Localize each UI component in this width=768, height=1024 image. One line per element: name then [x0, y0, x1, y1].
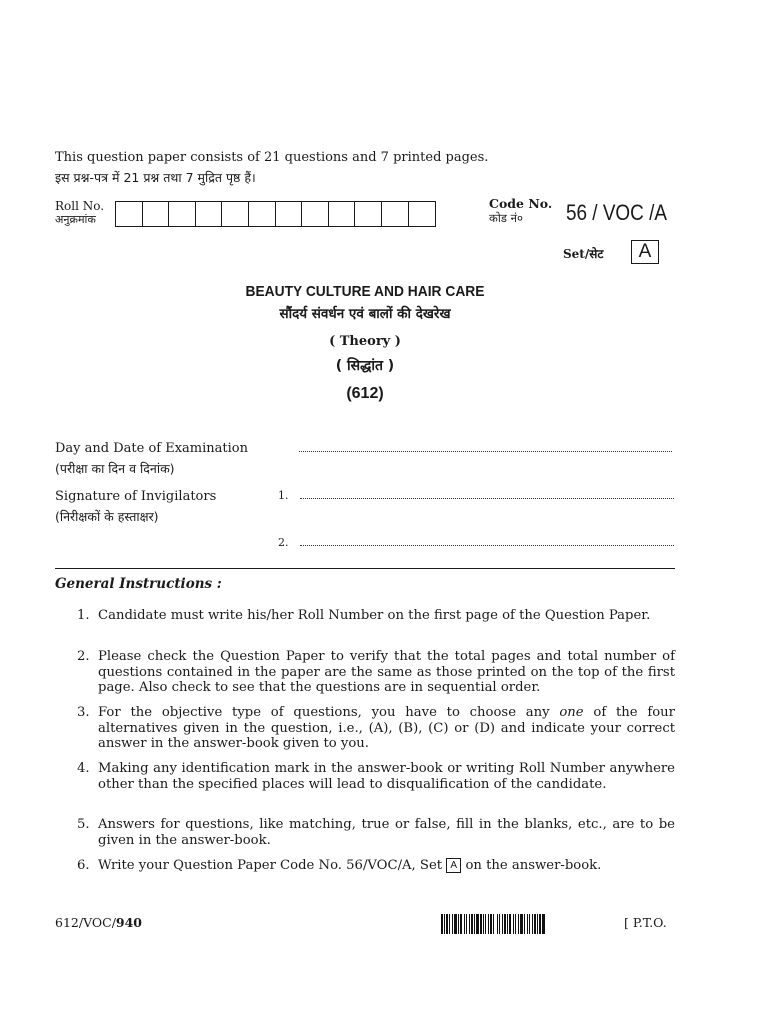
instruction-item [77, 608, 675, 624]
paper-type: ( Theory ) [329, 334, 401, 349]
roll-box[interactable] [143, 202, 170, 226]
barcode [441, 914, 613, 934]
paper-type-hindi: ( सिद्धांत ) [335, 358, 395, 374]
instruction-item [77, 649, 675, 696]
pto-label: [ P.T.O. [624, 915, 667, 930]
subject-title: BEAUTY CULTURE AND HAIR CARE [245, 283, 485, 300]
instruction-emphasis: one [559, 705, 584, 720]
roll-box[interactable] [276, 202, 303, 226]
roll-number-boxes[interactable] [115, 201, 436, 227]
divider [55, 568, 675, 569]
instruction-text-part: on the answer-book. [461, 858, 602, 873]
instruction-text-part: Write your Question Paper Code No. 56/VOC/A, Set [98, 858, 447, 873]
pages-note: This question paper consists of 21 questions and 7 printed pages. [55, 150, 489, 165]
signature-line-2-number: 2. [278, 536, 289, 549]
roll-box[interactable] [302, 202, 329, 226]
roll-box[interactable] [409, 202, 436, 226]
instruction-number: 1. [77, 608, 90, 623]
exam-date-label-hindi: (परीक्षा का दिन व दिनांक) [55, 461, 175, 476]
invigilators-label-hindi: (निरीक्षकों के हस्ताक्षर) [55, 509, 159, 524]
roll-box[interactable] [355, 202, 382, 226]
roll-label-en: Roll No. [55, 199, 105, 213]
subject-title-hindi: सौंदर्य संवर्धन एवं बालों की देखरेख [279, 306, 451, 322]
footer-code-number: 940 [115, 915, 142, 930]
barcode-bar [542, 914, 545, 934]
instruction-number: 3. [77, 705, 90, 720]
set-box: A [631, 240, 659, 264]
instruction-item [77, 817, 675, 848]
instruction-item [77, 761, 675, 792]
signature-line-1-number: 1. [278, 489, 289, 502]
invigilators-label: Signature of Invigilators [55, 489, 217, 504]
roll-box[interactable] [169, 202, 196, 226]
instruction-text [98, 858, 675, 874]
roll-box[interactable] [249, 202, 276, 226]
footer-code [55, 915, 142, 930]
instruction-text: Please check the Question Paper to verify that the total pages and total number of questions contained in the paper are the same as those printed on the top of the first page. Also check to see that the questions are in sequential order. [98, 649, 675, 696]
roll-box[interactable] [329, 202, 356, 226]
instruction-number: 4. [77, 761, 90, 776]
instruction-text: Answers for questions, like matching, true or false, fill in the blanks, etc., are to be given in the answer-book. [98, 817, 675, 848]
code-label-hi: कोड नं० [489, 211, 523, 225]
instruction-number: 2. [77, 649, 90, 664]
instruction-text: Making any identification mark in the answer-book or writing Roll Number anywhere other than the specified places will lead to disqualification of the candidate. [98, 761, 675, 792]
code-number-label [489, 196, 552, 226]
set-inline-box: A [446, 858, 461, 873]
footer-code-prefix: 612/VOC/ [55, 915, 116, 930]
instruction-text-part: of the four alternatives given in the question, i.e., (A), (B), (C) or (D) and indicate your correct answer in the answer-book given to you. [98, 705, 675, 752]
roll-number-label [55, 199, 104, 227]
roll-box[interactable] [222, 202, 249, 226]
paper-code: (612) [346, 385, 384, 402]
roll-label-hi: अनुक्रमांक [55, 213, 96, 226]
roll-box[interactable] [382, 202, 409, 226]
set-label: Set/सेट [563, 247, 604, 261]
instruction-item [77, 858, 675, 874]
code-number-value: 56 / VOC /A [566, 200, 667, 225]
instructions-heading: General Instructions : [55, 576, 222, 592]
signature-line-2[interactable] [300, 545, 674, 546]
instruction-item [77, 705, 675, 752]
roll-box[interactable] [196, 202, 223, 226]
exam-date-label: Day and Date of Examination [55, 441, 248, 456]
instruction-number: 5. [77, 817, 90, 832]
instruction-number: 6. [77, 858, 90, 873]
instruction-text [98, 705, 675, 752]
instruction-text-part: For the objective type of questions, you have to choose any [98, 705, 560, 720]
code-label-en: Code No. [489, 196, 553, 211]
exam-date-field[interactable] [299, 451, 672, 452]
pages-note-hindi: इस प्रश्न-पत्र में 21 प्रश्न तथा 7 मुद्रित पृष्ठ हैं। [55, 170, 256, 185]
roll-box[interactable] [116, 202, 143, 226]
signature-line-1[interactable] [300, 498, 674, 499]
instruction-text: Candidate must write his/her Roll Number on the first page of the Question Paper. [98, 608, 651, 623]
